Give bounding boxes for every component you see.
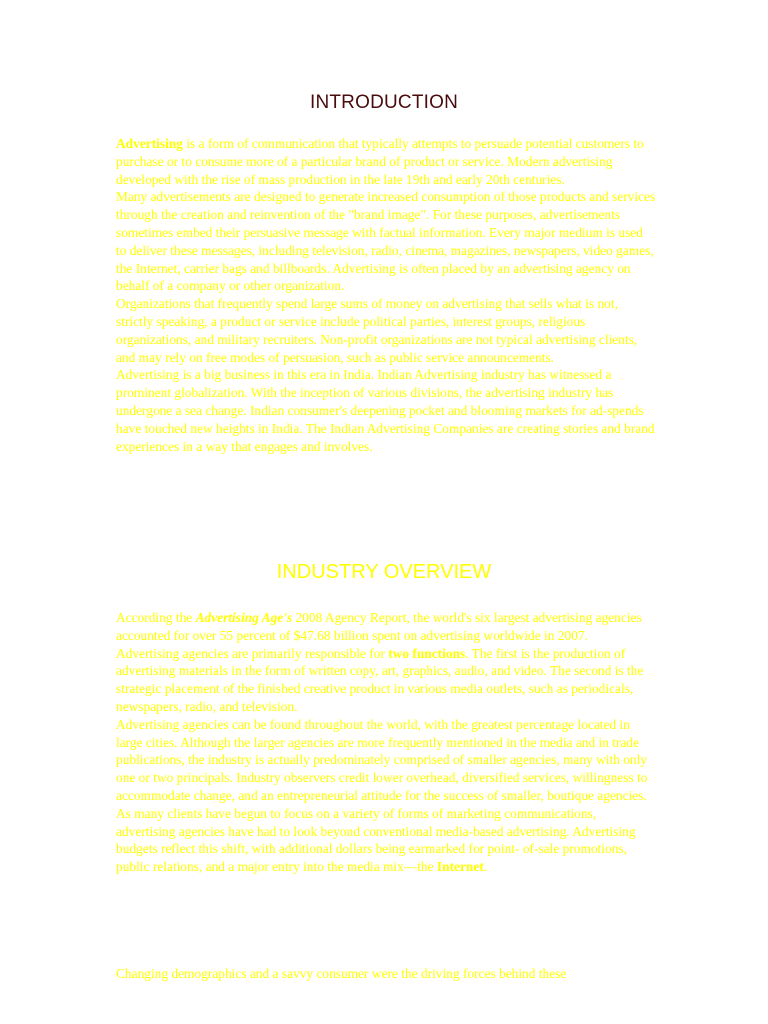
industry-paragraph-1-pre: According the bbox=[116, 610, 196, 625]
industry-tail-body bbox=[116, 965, 656, 983]
intro-paragraph-3: Organizations that frequently spend large sums of money on advertising that sells what is not, strictly speaking, a product or service include political parties, interest groups, religious organizations, and military recruiters. Non-profit organizations are not typical advertising clients, and may rely on free modes of persuasion, such as public service announcements. bbox=[116, 296, 638, 365]
industry-paragraph-3: Advertising agencies can be found throughout the world, with the greatest percentage located in large cities. Although the larger agencies are more frequently mentioned in the media and in trade publications, the industry is actually predominately comprised of smaller agencies, many with only one or two principals. Industry observers credit lower overhead, diversified services, willingness to accommodate change, and an entrepreneurial attitude for the success of smaller, boutique agencies. bbox=[116, 716, 648, 803]
internet-emphasis: Internet bbox=[436, 859, 484, 875]
industry-paragraph-4-post: . bbox=[483, 859, 488, 875]
intro-paragraph-2: Many advertisements are designed to generate increased consumption of those products and services through the creation and reinvention of the "brand image". For these purposes, advertisements sometimes embed their persuasive message with factual information. Every major medium is used to deliver these messages, including television, radio, cinema, magazines, newspapers, video games, the Internet, carrier bags and billboards. Advertising is often placed by an advertising agency on behalf of a company or other organization. bbox=[116, 189, 656, 294]
intro-lead-term: Advertising bbox=[116, 136, 183, 151]
industry-paragraph-2-pre: Advertising agencies are primarily responsible for bbox=[116, 645, 389, 661]
two-functions-emphasis: two functions bbox=[388, 645, 466, 661]
industry-overview-body bbox=[116, 609, 656, 876]
intro-paragraph-1-text: is a form of communication that typically attempts to persuade potential customers to purchase or to consume more of a particular brand of product or service. Modern advertising developed with the rise of mass production in the late 19th and early 20th centuries. bbox=[116, 136, 644, 187]
industry-paragraph-5: Changing demographics and a savvy consumer were the driving forces behind these bbox=[116, 966, 567, 981]
industry-overview-heading: INDUSTRY OVERVIEW bbox=[276, 561, 492, 583]
industry-paragraph-4 bbox=[116, 805, 656, 876]
industry-paragraph-2-post: . The first is the production of advertising materials in the form of written copy, art, graphics, audio, and video. The second is the strategic placement of the finished creative product in various media outlets, such as periodicals, newspapers, radio, and television. bbox=[116, 645, 644, 714]
industry-paragraph-2 bbox=[116, 645, 656, 716]
introduction-heading: INTRODUCTION bbox=[309, 92, 459, 113]
introduction-body bbox=[116, 135, 656, 455]
industry-paragraph-1-post: 2008 Agency Report, the world's six largest advertising agencies accounted for over 55 percent of $47.68 billion spent on advertising worldwide in 2007. bbox=[116, 610, 642, 643]
industry-paragraph-1 bbox=[116, 609, 656, 645]
advertising-age-title: Advertising Age's bbox=[195, 610, 293, 625]
industry-paragraph-4-pre: As many clients have begun to focus on a variety of forms of marketing communications, advertising agencies have had to look beyond conventional media-based advertising. Advertising budgets reflect this shift, with additional dollars being earmarked for point- of-sale promotions, public relations, and a major entry into the media mix—the bbox=[116, 805, 636, 875]
intro-paragraph-1 bbox=[116, 135, 656, 188]
intro-paragraph-4: Advertising is a big business in this era in India. Indian Advertising industry has witnessed a prominent globalization. With the inception of various divisions, the advertising industry has undergone a sea change. Indian consumer's deepening pocket and blooming markets for ad-spends have touched new heights in India. The Indian Advertising Companies are creating stories and brand experiences in a way that engages and involves. bbox=[116, 367, 655, 454]
